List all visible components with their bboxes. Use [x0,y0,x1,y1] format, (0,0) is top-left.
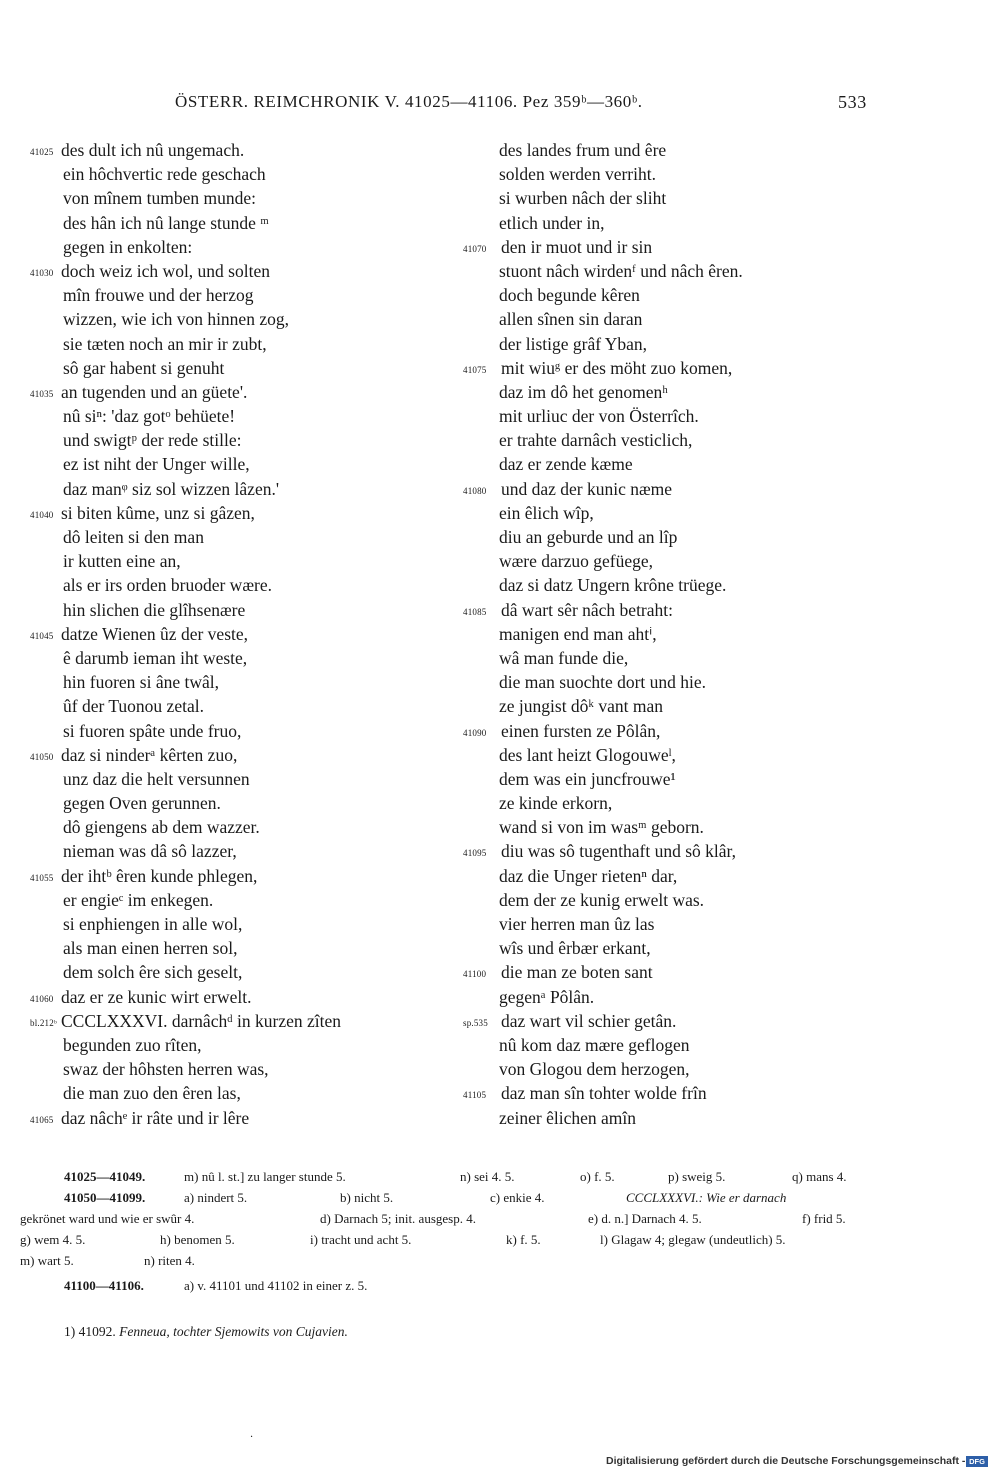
digitization-credit: Digitalisierung gefördert durch die Deutsche Forschungsgemeinschaft - [606,1455,966,1467]
line-number: 41060 [30,993,54,1004]
line-number: 41085 [463,606,487,617]
verse-line [455,791,895,815]
verse-text: si biten kûme, unz si gâzen, [61,502,255,523]
verse-text: dem was ein juncfrouwe¹ [499,768,676,789]
verse-line [0,985,470,1009]
verse-text: und swigtᵖ der rede stille: [63,430,242,451]
verse-text: zeiner êlichen amîn [499,1107,637,1128]
apparatus-note: c) enkie 4. [490,1190,545,1205]
verse-line [455,259,895,283]
line-number: 41040 [30,509,54,520]
verse-line [0,380,470,404]
verse-text: von mînem tumben munde: [63,188,256,209]
verse-text: manigen end man ahtⁱ, [499,623,657,644]
verse-line [0,791,470,815]
verse-text: der ihtᵇ êren kunde phlegen, [61,865,258,886]
verse-line [0,1009,470,1033]
verse-line [0,646,470,670]
verse-text: vier herren man ûz las [499,914,655,934]
line-number: sp.535 [463,1017,488,1028]
verse-line [0,525,470,549]
verse-text: dô giengens ab dem wazzer. [63,817,260,838]
line-number: 41055 [30,872,54,883]
verse-text: mit urliuc der von Österrîch. [499,406,699,427]
apparatus-range: 41050—41099. [64,1190,146,1205]
verse-line [455,162,895,186]
verse-text: mit wiuᵍ er des möht zuo komen, [501,357,733,378]
line-number: 41100 [463,969,487,980]
apparatus-note: g) wem 4. 5. [20,1232,86,1247]
verse-text: er trahte darnâch vesticlich, [499,430,693,451]
apparatus-note: n) riten 4. [144,1253,195,1268]
verse-line [0,936,470,960]
verse-line [455,525,895,549]
verse-text: allen sînen sin daran [499,309,643,330]
verse-line [0,598,470,622]
verse-line [0,622,470,646]
verse-line [455,839,895,863]
apparatus-range: 41025—41049. [64,1169,146,1184]
verse-line [455,404,895,428]
verse-line [455,283,895,307]
verse-text: daz die Unger rietenⁿ dar, [499,865,678,886]
line-number: 41030 [30,267,54,278]
verse-line [0,719,470,743]
footnote-label: 1) 41092. [64,1324,116,1339]
apparatus-note: i) tracht und acht 5. [310,1232,412,1247]
verse-text: wâ man funde die, [499,647,629,668]
verse-line [0,259,470,283]
verse-line [455,936,895,960]
page-number: 533 [838,92,867,112]
verse-line [455,573,895,597]
running-header [0,92,1000,118]
verse-line [455,428,895,452]
apparatus-note: d) Darnach 5; init. ausgesp. 4. [320,1211,476,1226]
verse-text: gegen in enkolten: [63,236,193,257]
verse-line [455,1009,895,1033]
line-number: 41090 [463,727,487,738]
verse-text: gegen Oven gerunnen. [63,793,221,814]
verse-line [0,211,470,235]
verse-text: gegenᵃ Pôlân. [499,986,595,1007]
apparatus-note: m) nû l. st.] zu langer stunde 5. [184,1169,346,1184]
apparatus-row [20,1187,870,1208]
verse-text: nû siⁿ: 'daz gotᵒ behüete! [63,406,236,427]
verse-line [455,307,895,331]
verse-text: wîs und êrbær erkant, [499,938,651,959]
verse-line [0,839,470,863]
verse-line [0,356,470,380]
verse-text: begunden zuo rîten, [63,1034,202,1055]
verse-line [0,767,470,791]
verse-text: daz er ze kunic wirt erwelt. [61,986,252,1007]
apparatus-note: k) f. 5. [506,1232,541,1247]
verse-line [0,501,470,525]
apparatus-note: b) nicht 5. [340,1190,394,1205]
verse-line [0,960,470,984]
verse-line [0,1057,470,1081]
verse-line [455,380,895,404]
line-number: 41050 [30,751,54,762]
verse-line [0,138,470,162]
verse-text: an tugenden und an güete'. [61,381,248,402]
apparatus-note: e) d. n.] Darnach 4. 5. [588,1211,702,1226]
verse-line [455,501,895,525]
verse-text: datze Wienen ûz der veste, [61,623,249,644]
line-number: 41045 [30,630,54,641]
running-title: ÖSTERR. REIMCHRONIK V. 41025—41106. Pez 359ᵇ—360ᵇ. [175,92,643,111]
apparatus-note: q) mans 4. [792,1169,847,1184]
verse-text: den ir muot und ir sin [501,236,653,257]
verse-line [455,670,895,694]
verse-text: stuont nâch wirdenᶠ und nâch êren. [499,260,743,281]
line-number: 41035 [30,388,54,399]
verse-line [455,549,895,573]
verse-line [0,743,470,767]
verse-line [0,1081,470,1105]
verse-text: etlich under in, [499,212,605,233]
verse-line [455,477,895,501]
verse-text: des lant heizt Glogouweˡ, [499,744,676,765]
verse-text: dô leiten si den man [63,527,204,547]
verse-text: si wurben nâch der sliht [499,188,667,209]
verse-text: daz nâchᵉ ir râte und ir lêre [61,1107,250,1128]
line-number: 41070 [463,243,487,254]
verse-text: wizzen, wie ich von hinnen zog, [63,309,289,330]
verse-line [0,864,470,888]
line-number: 41080 [463,485,487,496]
line-number: 41105 [463,1090,487,1101]
verse-line [0,815,470,839]
verse-line [455,452,895,476]
verse-text: ir kutten eine an, [63,551,181,572]
verse-line [455,694,895,718]
verse-text: wand si von im wasᵐ geborn. [499,817,704,838]
line-number: 41065 [30,1114,54,1125]
apparatus-row [20,1166,870,1187]
verse-line [455,1033,895,1057]
verse-line [455,767,895,791]
verse-text: ein hôchvertic rede geschach [63,164,266,185]
line-number: 41095 [463,848,487,859]
critical-apparatus [20,1166,870,1296]
verse-line [0,452,470,476]
verse-text: ûf der Tuonou zetal. [63,696,204,717]
verse-line [455,332,895,356]
verse-text: ê darumb ieman iht weste, [63,647,248,668]
apparatus-row [20,1275,870,1296]
verse-text: er engieᶜ im enkegen. [63,889,214,910]
footnote [64,1324,348,1340]
verse-text: si fuoren spâte unde fruo, [63,720,242,741]
verse-text: die man zuo den êren las, [63,1083,241,1104]
verse-text: mîn frouwe und der herzog [63,285,254,306]
verse-line [455,985,895,1009]
verse-line [0,162,470,186]
left-verse-column [0,138,470,1130]
footnote-text: Fenneua, tochter Sjemowits von Cujavien. [119,1324,348,1339]
verse-line [455,356,895,380]
verse-line [455,646,895,670]
verse-line [455,864,895,888]
verse-text: der listige grâf Yban, [499,333,648,354]
apparatus-note: f) frid 5. [802,1211,846,1226]
verse-line [455,186,895,210]
verse-text: daz man sîn tohter wolde frîn [501,1083,707,1104]
verse-line [0,888,470,912]
verse-text: sô gar habent si genuht [63,357,225,378]
verse-line [0,1033,470,1057]
apparatus-note: a) nindert 5. [184,1190,248,1205]
verse-text: hin slichen die glîhsenære [63,599,246,620]
verse-line [455,622,895,646]
verse-text: daz manᵠ siz sol wizzen lâzen.' [63,478,279,499]
verse-text: solden werden verriht. [499,164,656,185]
verse-line [455,888,895,912]
verse-line [0,283,470,307]
verse-line [0,235,470,259]
line-number: bl.212ᵇ [30,1017,57,1028]
verse-line [455,1106,895,1130]
apparatus-note: n) sei 4. 5. [460,1169,515,1184]
verse-line [0,694,470,718]
verse-text: unz daz die helt versunnen [63,768,250,789]
verse-line [455,719,895,743]
verse-text: ze jungist dôᵏ vant man [499,696,663,717]
verse-text: wære darzuo gefüege, [499,551,654,572]
verse-text: als man einen herren sol, [63,938,238,959]
verse-text: swaz der hôhsten herren was, [63,1059,269,1080]
verse-line [455,912,895,936]
verse-text: daz im dô het genomenʰ [499,381,668,402]
verse-text: doch begunde kêren [499,285,640,306]
verse-text: dâ wart sêr nâch betraht: [501,599,674,620]
verse-line [0,912,470,936]
apparatus-note: o) f. 5. [580,1169,615,1184]
verse-text: diu an geburde und an lîp [499,527,678,547]
verse-text: die man suochte dort und hie. [499,672,707,693]
apparatus-range: 41100—41106. [64,1278,144,1293]
apparatus-note: CCCLXXXVI.: Wie er darnach [626,1190,787,1205]
verse-text: diu was sô tugenthaft und sô klâr, [501,841,737,862]
verse-line [0,670,470,694]
verse-text: und daz der kunic næme [501,478,673,499]
verse-line [0,1106,470,1130]
verse-text: sie tæten noch an mir ir zubt, [63,333,267,354]
verse-text: hin fuoren si âne twâl, [63,672,219,693]
verse-line [0,186,470,210]
apparatus-row [20,1250,870,1271]
verse-text: ze kinde erkorn, [499,793,613,814]
verse-text: ein êlich wîp, [499,502,594,523]
line-number: 41075 [463,364,487,375]
verse-text: nû kom daz mære geflogen [499,1034,690,1055]
verse-text: nieman was dâ sô lazzer, [63,841,237,862]
verse-text: dem der ze kunig erwelt was. [499,889,705,910]
verse-line [455,815,895,839]
apparatus-note: h) benomen 5. [160,1232,235,1247]
verse-text: des dult ich nû ungemach. [61,140,245,160]
verse-text: einen fursten ze Pôlân, [501,720,661,741]
apparatus-note: m) wart 5. [20,1253,74,1268]
verse-text: des hân ich nû lange stunde ᵐ [63,212,269,233]
verse-text: die man ze boten sant [501,962,653,983]
verse-text: daz si datz Ungern krône trüege. [499,575,727,596]
verse-line [455,960,895,984]
verse-line [455,138,895,162]
verse-line [455,211,895,235]
apparatus-note: p) sweig 5. [668,1169,726,1184]
verse-line [0,477,470,501]
verse-text: als er irs orden bruoder wære. [63,575,272,596]
verse-text: des landes frum und êre [499,140,667,160]
verse-line [455,1081,895,1105]
line-number: 41025 [30,147,54,157]
verse-line [0,573,470,597]
verse-text: CCCLXXXVI. darnâchᵈ in kurzen zîten [61,1010,342,1031]
verse-line [455,743,895,767]
verse-text: daz wart vil schier getân. [501,1010,677,1031]
verse-line [0,307,470,331]
verse-line [455,235,895,259]
verse-text: ez ist niht der Unger wille, [63,454,250,475]
verse-text: si enphiengen in alle wol, [63,914,243,934]
verse-text: doch weiz ich wol, und solten [61,260,270,281]
verse-line [0,404,470,428]
verse-line [0,549,470,573]
apparatus-row [20,1229,870,1250]
verse-text: daz si ninderᵃ kêrten zuo, [61,744,238,765]
verse-text: daz er zende kæme [499,454,633,475]
apparatus-note: a) v. 41101 und 41102 in einer z. 5. [184,1278,368,1293]
verse-line [0,332,470,356]
stray-mark: · [250,1432,254,1443]
verse-line [455,1057,895,1081]
apparatus-row [20,1208,870,1229]
apparatus-note: l) Glagaw 4; glegaw (undeutlich) 5. [600,1232,786,1247]
right-verse-column [455,138,895,1130]
verse-line [455,598,895,622]
apparatus-note: gekrönet ward und wie er swûr 4. [20,1211,195,1226]
verse-line [0,428,470,452]
verse-text: von Glogou dem herzogen, [499,1059,690,1080]
verse-text: dem solch êre sich geselt, [63,962,243,983]
dfg-logo: DFG [966,1456,988,1467]
